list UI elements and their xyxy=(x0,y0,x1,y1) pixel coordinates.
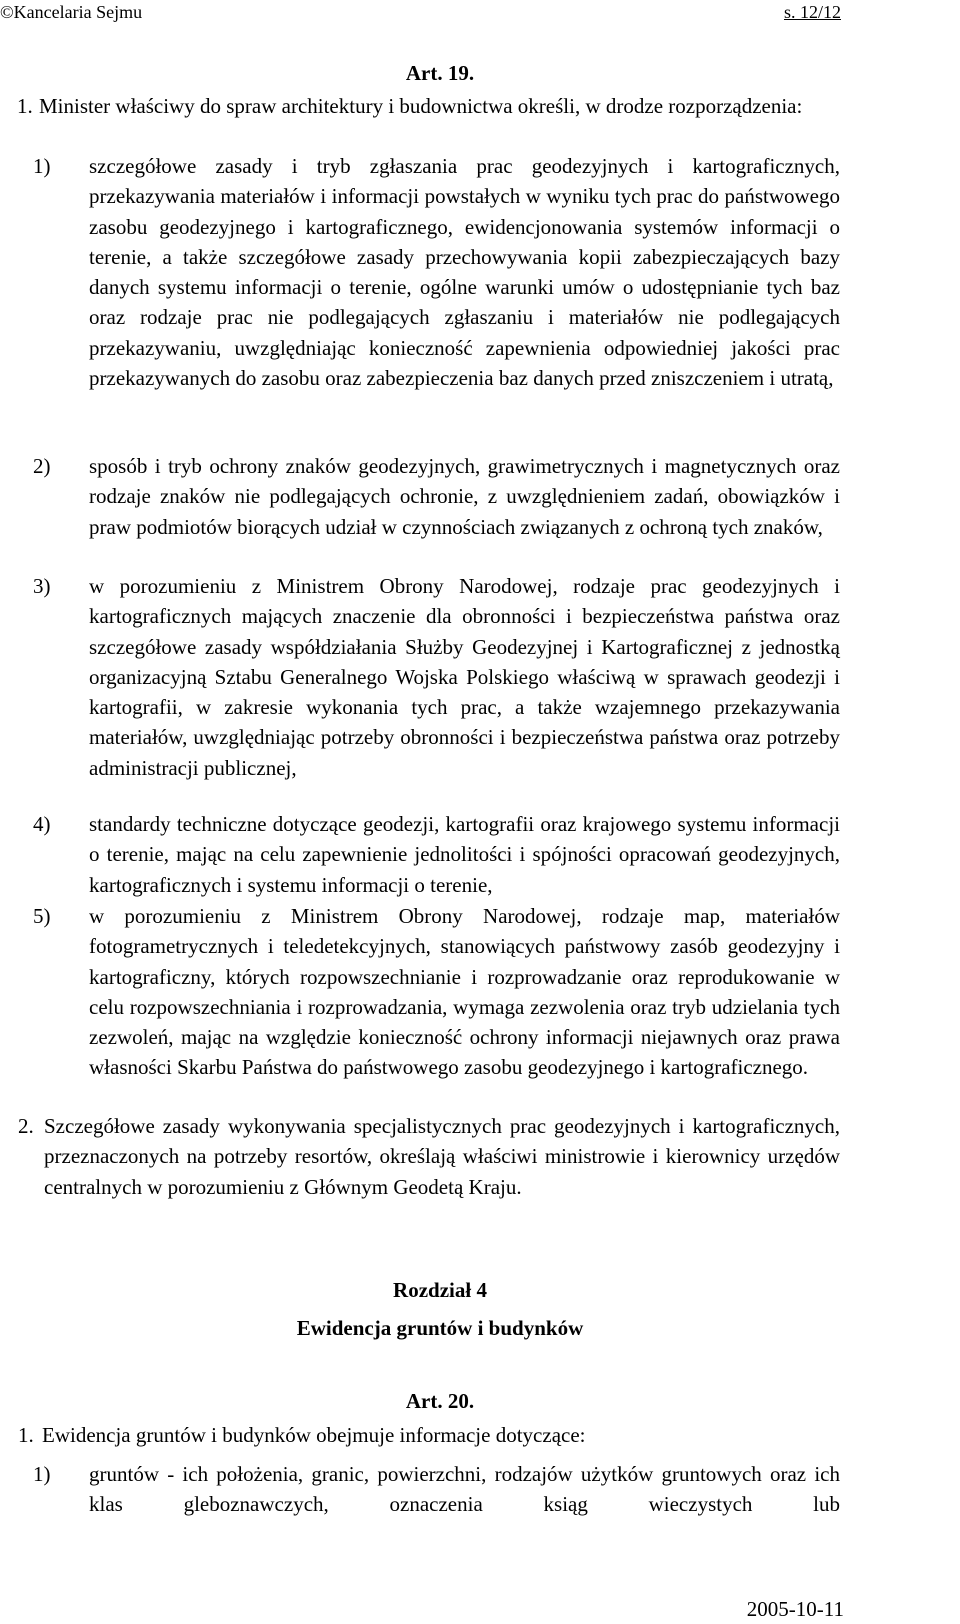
item-number: 4) xyxy=(33,812,51,836)
paragraph-number: 1. xyxy=(18,1423,34,1447)
item-number: 5) xyxy=(33,904,51,928)
article-20-heading: Art. 20. xyxy=(405,1389,475,1413)
item-number: 2) xyxy=(33,454,51,478)
item-text: gruntów - ich położenia, granic, powierzchni, rodzajów użytków gruntowych oraz ich klas gleboznawczych, oznaczenia ksiąg wieczystych lub xyxy=(89,1462,840,1517)
art19-item-5 xyxy=(33,901,840,1083)
art19-item-4 xyxy=(33,809,840,900)
item-text: sposób i tryb ochrony znaków geodezyjnych, grawimetrycznych i magnetycznych oraz rodzaje znaków nie podlegających ochronie, z uwzględnieniem zadań, obowiązków i praw podmiotów biorących udział w czynnościach związanych z ochroną tych znaków, xyxy=(89,454,840,539)
chapter-title: Rozdział 4 xyxy=(393,1278,487,1302)
art19-paragraph-1 xyxy=(17,91,840,121)
paragraph-number: 1. xyxy=(17,94,33,118)
item-text: standardy techniczne dotyczące geodezji, kartografii oraz krajowego systemu informacji o terenie, mając na celu zapewnienie jednolitości i spójności opracowań geodezyjnych, kartograficznych i systemu informacji o terenie, xyxy=(89,812,840,897)
paragraph-text: Szczegółowe zasady wykonywania specjalistycznych prac geodezyjnych i kartograficznych, przeznaczonych na potrzeby resortów, określają właściwi ministrowie i kierownicy urzędów centralnych w porozumieniu z Głównym Geodetą Kraju. xyxy=(44,1114,840,1199)
header-source: ©Kancelaria Sejmu xyxy=(0,2,143,22)
art20-paragraph-1 xyxy=(18,1420,840,1450)
document-date: 2005-10-11 xyxy=(746,1597,844,1621)
paragraph-number: 2. xyxy=(18,1114,34,1138)
item-text: w porozumieniu z Ministrem Obrony Narodowej, rodzaje map, materiałów fotogrametrycznych i teledetekcyjnych, stanowiących państwowy zasób geodezyjny i kartograficzny, których rozpowszechnianie i rozprowadzanie oraz reprodukowanie w celu rozpowszechniania i rozprowadzania, wymaga zezwolenia oraz tryb udzielania tych zezwoleń, mając na względzie konieczność ochrony informacji niejawnych oraz prawa własności Skarbu Państwa do państwowego zasobu geodezyjnego i kartograficznego. xyxy=(89,904,840,1080)
art19-item-3 xyxy=(33,571,840,783)
item-text: szczegółowe zasady i tryb zgłaszania prac geodezyjnych i kartograficznych, przekazywania materiałów i informacji powstałych w wyniku tych prac do państwowego zasobu geodezyjnego i kartograficznego, ewidencjonowania systemów informacji o terenie, a także szczegółowe zasady przechowywania kopii zabezpieczających bazy danych systemu informacji o terenie, ogólne warunki umów o udostępnianie tych baz oraz rodzaje prac nie podlegających zgłaszaniu i materiałów nie podlegających przekazywaniu, uwzględniając konieczność zapewnienia odpowiedniej jakości prac przekazywanych do zasobu oraz zabezpieczenia baz danych przed zniszczeniem i utratą, xyxy=(89,154,840,391)
item-number: 3) xyxy=(33,574,51,598)
art19-item-1 xyxy=(33,151,840,393)
art19-paragraph-2 xyxy=(18,1111,840,1202)
article-19-heading: Art. 19. xyxy=(405,61,475,85)
chapter-subtitle: Ewidencja gruntów i budynków xyxy=(296,1316,584,1340)
item-text: w porozumieniu z Ministrem Obrony Narodowej, rodzaje prac geodezyjnych i kartograficznych mających znaczenie dla obronności i bezpieczeństwa państwa oraz szczegółowe zasady współdziałania Służby Geodezyjnej i Kartograficznej z jednostką organizacyjną Sztabu Generalnego Wojska Polskiego właściwą w sprawach geodezji i kartografii, w zakresie wykonania tych prac, a także wzajemnego przekazywania materiałów, uwzględniając potrzeby obronności i bezpieczeństwa państwa oraz potrzeby administracji publicznej, xyxy=(89,574,840,780)
item-number: 1) xyxy=(33,154,51,178)
art19-item-2 xyxy=(33,451,840,542)
paragraph-text: Ewidencja gruntów i budynków obejmuje informacje dotyczące: xyxy=(42,1423,586,1447)
page-number[interactable]: s. 12/12 xyxy=(783,2,841,22)
paragraph-text: Minister właściwy do spraw architektury i budownictwa określi, w drodze rozporządzenia: xyxy=(39,94,803,118)
art20-item-1 xyxy=(33,1459,840,1520)
item-number: 1) xyxy=(33,1462,51,1486)
